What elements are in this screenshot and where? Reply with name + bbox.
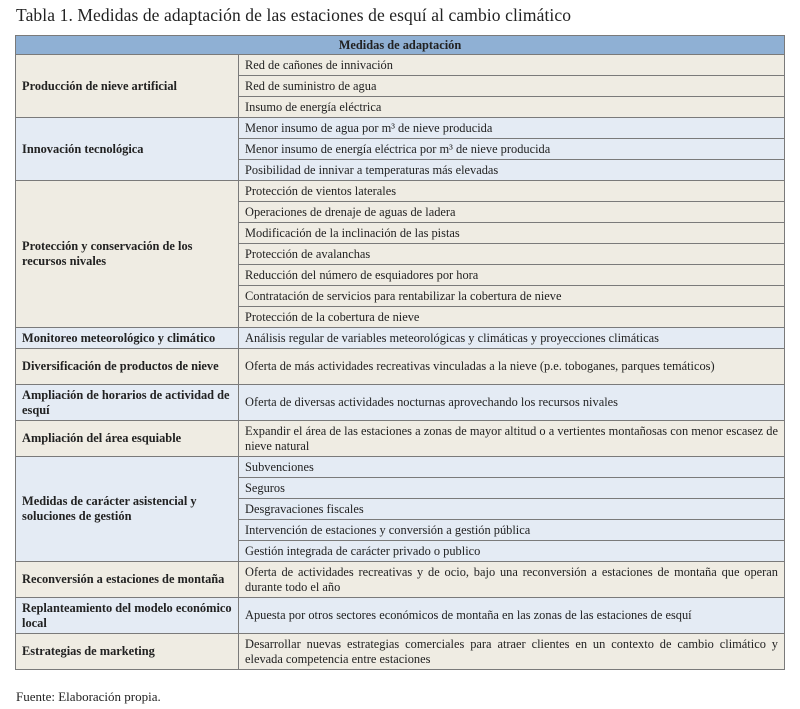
group-label: Estrategias de marketing	[16, 634, 239, 670]
table-row	[16, 598, 785, 634]
measure-cell: Posibilidad de innivar a temperaturas más elevadas	[239, 160, 785, 181]
measure-cell: Protección de la cobertura de nieve	[239, 307, 785, 328]
table-row	[16, 118, 785, 139]
measure-cell: Oferta de actividades recreativas y de ocio, bajo una reconversión a estaciones de montaña que operan durante todo el año	[239, 562, 785, 598]
measure-cell: Expandir el área de las estaciones a zonas de mayor altitud o a vertientes montañosas con menor escasez de nieve natural	[239, 421, 785, 457]
group-label: Monitoreo meteorológico y climático	[16, 328, 239, 349]
group-label: Replanteamiento del modelo económico local	[16, 598, 239, 634]
measure-cell: Oferta de más actividades recreativas vinculadas a la nieve (p.e. toboganes, parques temáticos)	[239, 349, 785, 385]
group-label: Medidas de carácter asistencial y soluciones de gestión	[16, 457, 239, 562]
measure-cell: Protección de vientos laterales	[239, 181, 785, 202]
measure-cell: Desgravaciones fiscales	[239, 499, 785, 520]
measure-cell: Menor insumo de agua por m³ de nieve producida	[239, 118, 785, 139]
group-label: Innovación tecnológica	[16, 118, 239, 181]
group-label: Diversificación de productos de nieve	[16, 349, 239, 385]
measure-cell: Desarrollar nuevas estrategias comerciales para atraer clientes en un contexto de cambio climático y elevada competencia entre estaciones	[239, 634, 785, 670]
adaptation-measures-table	[15, 35, 785, 670]
measure-cell: Reducción del número de esquiadores por hora	[239, 265, 785, 286]
table-body	[16, 55, 785, 670]
table-row	[16, 385, 785, 421]
table-row	[16, 328, 785, 349]
table-row	[16, 181, 785, 202]
source-note: Fuente: Elaboración propia.	[16, 689, 161, 704]
measure-cell: Red de suministro de agua	[239, 76, 785, 97]
table-row	[16, 634, 785, 670]
table-caption: Tabla 1. Medidas de adaptación de las estaciones de esquí al cambio climático	[16, 5, 572, 25]
measure-cell: Apuesta por otros sectores económicos de montaña en las zonas de las estaciones de esquí	[239, 598, 785, 634]
measure-cell: Contratación de servicios para rentabilizar la cobertura de nieve	[239, 286, 785, 307]
measure-cell: Oferta de diversas actividades nocturnas aprovechando los recursos nivales	[239, 385, 785, 421]
measure-cell: Insumo de energía eléctrica	[239, 97, 785, 118]
group-label: Protección y conservación de los recursos nivales	[16, 181, 239, 328]
measure-cell: Seguros	[239, 478, 785, 499]
table-header: Medidas de adaptación	[16, 36, 785, 55]
measure-cell: Subvenciones	[239, 457, 785, 478]
measure-cell: Gestión integrada de carácter privado o publico	[239, 541, 785, 562]
group-label: Producción de nieve artificial	[16, 55, 239, 118]
group-label: Reconversión a estaciones de montaña	[16, 562, 239, 598]
measure-cell: Menor insumo de energía eléctrica por m³ de nieve producida	[239, 139, 785, 160]
group-label: Ampliación del área esquiable	[16, 421, 239, 457]
measure-cell: Red de cañones de innivación	[239, 55, 785, 76]
group-label: Ampliación de horarios de actividad de esquí	[16, 385, 239, 421]
table-row	[16, 349, 785, 385]
measure-cell: Modificación de la inclinación de las pistas	[239, 223, 785, 244]
measure-cell: Protección de avalanchas	[239, 244, 785, 265]
table-row	[16, 457, 785, 478]
measure-cell: Análisis regular de variables meteorológicas y climáticas y proyecciones climáticas	[239, 328, 785, 349]
table-row	[16, 421, 785, 457]
table-row	[16, 55, 785, 76]
measure-cell: Operaciones de drenaje de aguas de ladera	[239, 202, 785, 223]
table-row	[16, 562, 785, 598]
measure-cell: Intervención de estaciones y conversión a gestión pública	[239, 520, 785, 541]
